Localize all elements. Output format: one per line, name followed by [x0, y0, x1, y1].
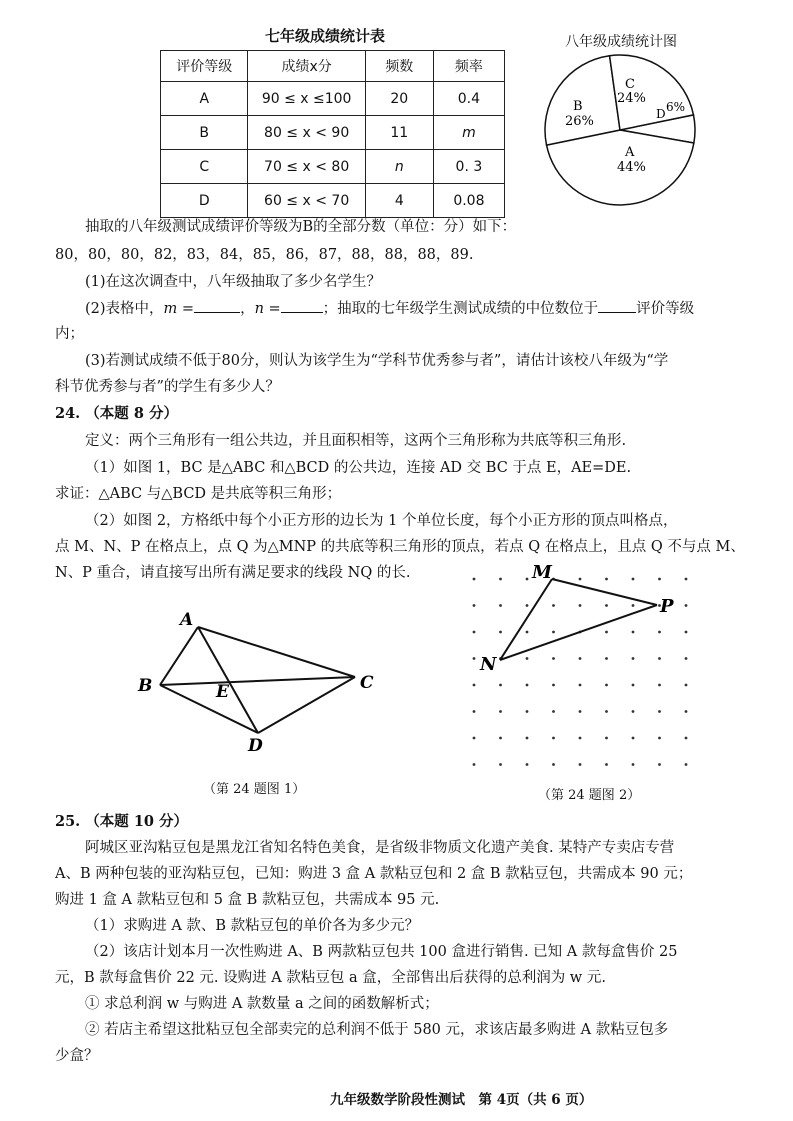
grid-point	[632, 604, 635, 607]
q24-part1-line2: 求证：△ABC 与△BCD 是共底等积三角形；	[55, 486, 342, 502]
grid-point	[526, 578, 529, 581]
grid-point	[632, 710, 635, 713]
table-cell: B	[161, 116, 248, 150]
point-e-label: E	[216, 682, 229, 702]
grid-point	[499, 631, 502, 634]
header-cell: 频数	[365, 51, 433, 82]
q25-sub2-line1: ② 若店主希望这批粘豆包全部卖完的总利润不低于 580 元，求该店最多购进 A 款粘豆包多	[85, 1022, 669, 1038]
pie-label-c: C	[625, 77, 635, 92]
table-cell: m	[433, 116, 504, 150]
grid-point	[473, 578, 476, 581]
point-p-label: P	[660, 596, 674, 617]
grid-point	[658, 710, 661, 713]
q24-part2-line2: 点 M、N、P 在格点上，点 Q 为△MNP 的共底等积三角形的顶点，若点 Q 在格点上，且点 Q 不与点 M、	[55, 539, 745, 555]
grid-point	[605, 657, 608, 660]
grid-point	[685, 604, 688, 607]
figure-1-caption: （第 24 题图 1）	[203, 782, 306, 797]
table-row	[161, 82, 505, 116]
q24-part2-line3: N、P 重合，请直接写出所有满足要求的线段 NQ 的长.	[55, 565, 411, 581]
table-row	[161, 184, 505, 218]
q23-part1: (1)在这次调查中，八年级抽取了多少名学生？	[85, 274, 382, 290]
pie-percent-c: 24%	[617, 91, 646, 106]
point-m-label: M	[532, 562, 552, 583]
grid-point	[605, 763, 608, 766]
pie-percent-a: 44%	[617, 160, 646, 175]
n-label: n =	[254, 301, 281, 317]
grid-point	[526, 684, 529, 687]
point-b-label: B	[138, 676, 153, 696]
point-c-label: C	[360, 673, 374, 693]
point-a-label: A	[180, 610, 194, 630]
figure-2-caption: （第 24 题图 2）	[538, 788, 641, 803]
grid-point	[632, 657, 635, 660]
q23-part2-suffix: 评价等级	[636, 301, 695, 317]
grid-point	[526, 657, 529, 660]
table-cell: 20	[365, 82, 433, 116]
q24-figure-1	[130, 605, 390, 755]
grid-point	[579, 604, 582, 607]
grid-point	[632, 737, 635, 740]
grid-point	[526, 604, 529, 607]
point-d-label: D	[248, 736, 263, 755]
grid-point	[658, 684, 661, 687]
grid-point	[658, 763, 661, 766]
pie-percent-b: 26%	[565, 114, 594, 129]
segment-cd	[258, 677, 355, 733]
segment-ab	[160, 627, 198, 685]
q24-figure-2-grid	[470, 560, 700, 775]
q23-part2-prefix: (2)表格中，	[85, 301, 164, 317]
pie-slices	[545, 55, 695, 205]
grid-point	[473, 657, 476, 660]
table-cell: 60 ≤ x < 70	[248, 184, 365, 218]
grid-point	[658, 578, 661, 581]
q25-line2: A、B 两种包装的亚沟粘豆包，已知：购进 3 盒 A 款粘豆包和 2 盒 B 款粘豆包，共需成本 90 元；	[55, 866, 693, 882]
grid-point	[526, 737, 529, 740]
grid-point	[658, 737, 661, 740]
q25-sub2-line2: 少盒？	[55, 1048, 99, 1064]
grid-point	[552, 684, 555, 687]
table-cell: 11	[365, 116, 433, 150]
grid-point	[685, 684, 688, 687]
q25-heading: 25. （本题 10 分）	[55, 813, 189, 830]
segment-mp	[552, 579, 657, 605]
q23-part2: (2)表格中，m = ，n = ；抽取的七年级学生测试成绩的中位数位于 评价等级	[85, 298, 694, 319]
table-cell: 0. 3	[433, 150, 504, 184]
q25-part2-line2: 元，B 款每盒售价 22 元. 设购进 A 款粘豆包 a 盒，全部售出后获得的总利润为 w 元.	[55, 970, 606, 986]
n-answer-blank[interactable]	[281, 298, 323, 313]
header-cell: 频率	[433, 51, 504, 82]
grid-point	[552, 604, 555, 607]
point-n-label: N	[480, 654, 497, 675]
segment-mn	[500, 579, 552, 660]
q25-part2-line1: （2）该店计划本月一次性购进 A、B 两款粘豆包共 100 盒进行销售. 已知 A 款每盒售价 25	[85, 944, 678, 960]
grid-point	[605, 737, 608, 740]
grid-point	[499, 737, 502, 740]
grid-point	[579, 710, 582, 713]
grid-point	[658, 657, 661, 660]
grid-point	[552, 710, 555, 713]
pie-percent-d: 6%	[666, 100, 686, 114]
grid-point	[579, 578, 582, 581]
table-cell: 4	[365, 184, 433, 218]
grid-point	[499, 684, 502, 687]
grid-point	[473, 710, 476, 713]
grid-point	[526, 763, 529, 766]
q25-part1: （1）求购进 A 款、B 款粘豆包的单价各为多少元？	[85, 918, 420, 934]
grid-point	[473, 684, 476, 687]
table-row	[161, 116, 505, 150]
q24-heading: 24. （本题 8 分）	[55, 405, 178, 422]
grade-answer-blank[interactable]	[598, 298, 636, 313]
grid-point	[632, 578, 635, 581]
pie-label-d: D	[656, 107, 666, 121]
q25-line3: 购进 1 盒 A 款粘豆包和 5 盒 B 款粘豆包，共需成本 95 元.	[55, 892, 440, 908]
q24-definition: 定义：两个三角形有一组公共边，并且面积相等，这两个三角形称为共底等积三角形.	[85, 433, 627, 449]
grid-point	[473, 763, 476, 766]
grid-point	[685, 578, 688, 581]
grid-point	[685, 763, 688, 766]
grid-point	[526, 631, 529, 634]
table7-title: 七年级成绩统计表	[265, 27, 386, 45]
q23-part2-mid: ；抽取的七年级学生测试成绩的中位数位于	[322, 301, 599, 317]
grid-point	[552, 631, 555, 634]
header-cell: 成绩x分	[248, 51, 365, 82]
grade8-pie-chart	[540, 50, 700, 210]
table-cell: D	[161, 184, 248, 218]
grid-point	[685, 657, 688, 660]
page-footer: 九年级数学阶段性测试 第 4页（共 6 页）	[330, 1092, 593, 1108]
table-cell: 90 ≤ x ≤100	[248, 82, 365, 116]
grid-point	[605, 578, 608, 581]
q25-line1: 阿城区亚沟粘豆包是黑龙江省知名特色美食，是省级非物质文化遗产美食. 某特产专卖店专营	[85, 840, 675, 856]
segment-bc	[160, 677, 355, 685]
m-answer-blank[interactable]	[194, 298, 240, 313]
q25-sub1: ① 求总利润 w 与购进 A 款数量 a 之间的函数解析式；	[85, 996, 439, 1012]
grid-point	[632, 763, 635, 766]
grid-point	[473, 631, 476, 634]
grid-point	[552, 763, 555, 766]
m-label: m =	[163, 301, 195, 317]
grid-point	[605, 710, 608, 713]
q23-part3-line2: 科节优秀参与者”的学生有多少人？	[55, 379, 280, 395]
grid-point	[552, 657, 555, 660]
grid-point	[605, 631, 608, 634]
table-cell: 0.08	[433, 184, 504, 218]
grid-point	[499, 763, 502, 766]
table-cell: 80 ≤ x < 90	[248, 116, 365, 150]
grid-point	[685, 710, 688, 713]
pie-label-b: B	[573, 99, 583, 114]
grid-point	[685, 737, 688, 740]
table-row	[161, 150, 505, 184]
header-cell: 评价等级	[161, 51, 248, 82]
table-cell: n	[365, 150, 433, 184]
grid-point	[579, 763, 582, 766]
q23-part3-line1: (3)若测试成绩不低于80分，则认为该学生为“学科节优秀参与者”，请估计该校八年级为“学	[85, 353, 669, 369]
q23-scores: 80，80，80，82，83，84，85，86，87，88，88，88，89.	[55, 247, 474, 263]
grid-point	[579, 684, 582, 687]
grid-point	[605, 684, 608, 687]
grid-point	[552, 737, 555, 740]
pie-label-a: A	[625, 145, 635, 160]
grid-point	[632, 684, 635, 687]
table-cell: C	[161, 150, 248, 184]
grid-point	[473, 604, 476, 607]
q24-part1-line1: （1）如图 1，BC 是△ABC 和△BCD 的公共边，连接 AD 交 BC 于点 E，AE=DE.	[85, 460, 632, 476]
grid-point	[499, 578, 502, 581]
grid-point	[579, 737, 582, 740]
grid-point	[499, 710, 502, 713]
grid-point	[605, 604, 608, 607]
table-header-row	[161, 51, 505, 82]
grid-point	[632, 631, 635, 634]
grid-point	[685, 631, 688, 634]
table-cell: A	[161, 82, 248, 116]
table-cell: 70 ≤ x < 80	[248, 150, 365, 184]
grid-point	[579, 657, 582, 660]
grid-point	[499, 604, 502, 607]
grid-point	[473, 737, 476, 740]
pie8-title: 八年级成绩统计图	[565, 34, 677, 50]
q23-part2-end: 内；	[55, 326, 84, 342]
grid-point	[526, 710, 529, 713]
q23-intro: 抽取的八年级测试成绩评价等级为B的全部分数（单位：分）如下：	[85, 219, 517, 235]
table-cell: 0.4	[433, 82, 504, 116]
q24-part2-line1: （2）如图 2，方格纸中每个小正方形的边长为 1 个单位长度，每个小正方形的顶点叫格点，	[85, 513, 678, 529]
grid-point	[658, 631, 661, 634]
grade7-score-table	[160, 50, 505, 218]
